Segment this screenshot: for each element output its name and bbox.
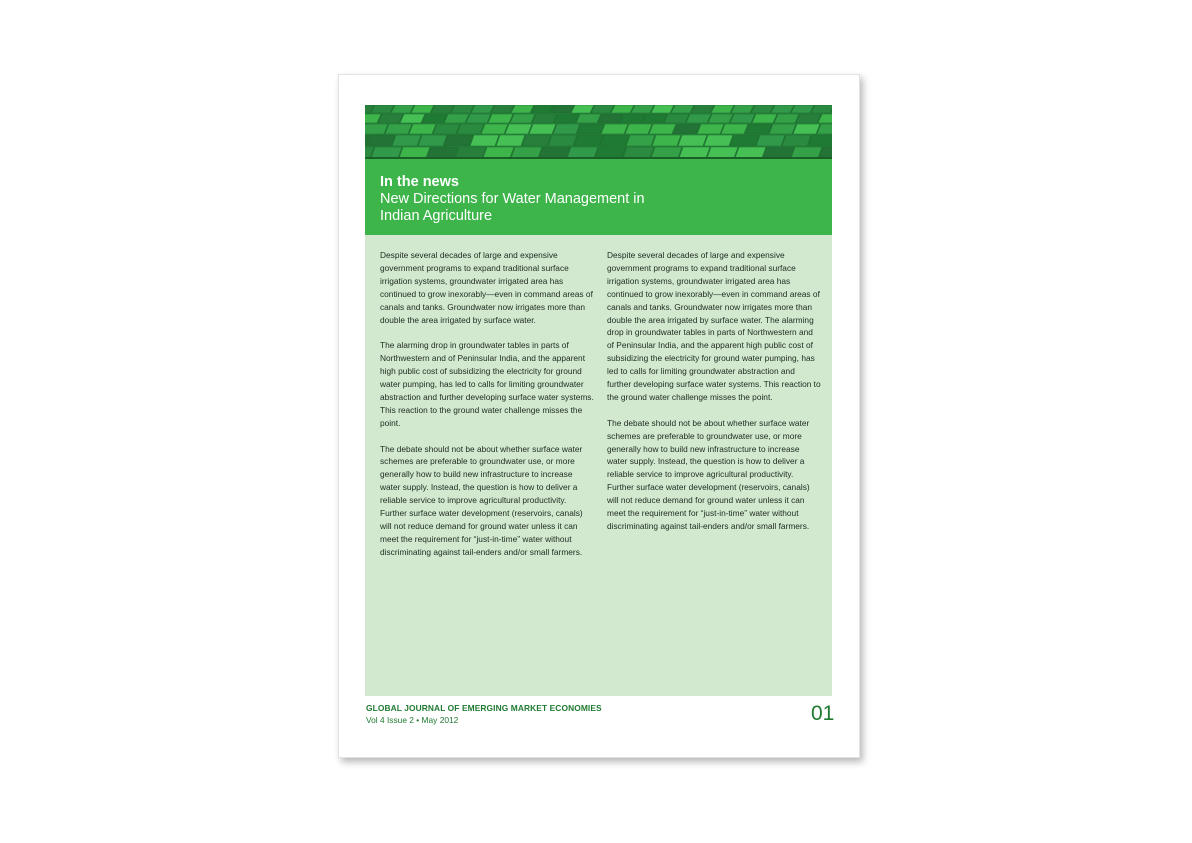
banner-tile [532, 114, 557, 123]
banner-tile [691, 105, 714, 113]
banner-tile [642, 114, 667, 123]
banner-tile [451, 105, 474, 113]
banner-tile [769, 124, 796, 134]
paragraph: The debate should not be about whether surface water schemes are preferable to groundwater use, or more generally how to build new infrastructure to increase water supply. Instead, the question is how to deliver a reliable service to improve agricultural productivity. Further surface water development (reservoirs, canals) will not reduce demand for ground water unless it can meet the requirement for “just-in-time” water without discriminating against tail-enders and/or small farmers. [380, 443, 583, 557]
banner-tile [623, 147, 654, 158]
banner-tile [679, 147, 710, 158]
page-number: 01 [811, 702, 835, 725]
banner-tile [651, 147, 682, 158]
banner-tile [774, 114, 799, 123]
banner-tile [571, 105, 594, 113]
banner-tile [782, 135, 811, 146]
banner-tile [811, 105, 832, 113]
banner-tile [704, 135, 733, 146]
banner-tile [673, 124, 700, 134]
banner-tile [371, 147, 402, 158]
banner-tile [600, 135, 629, 146]
banner-tile [808, 135, 832, 146]
paragraph: The alarming drop in groundwater tables in parts of Northwestern and of Peninsular India, and the apparent high public cost of subsidizing the electricity for ground water pumping, has led to calls for limiting groundwater abstraction and further developing surface water systems. This reaction to the ground water challenge misses the point. [380, 340, 594, 428]
banner-tile [711, 105, 734, 113]
banner-tile [652, 135, 681, 146]
banner-tile [697, 124, 724, 134]
banner-tile [751, 105, 774, 113]
banner-tile [707, 147, 738, 158]
banner-tile [721, 124, 748, 134]
banner-tile [791, 105, 814, 113]
banner-tile [574, 135, 603, 146]
banner-tile [730, 114, 755, 123]
banner-tile [409, 124, 436, 134]
banner-tile [708, 114, 733, 123]
banner-tile [481, 124, 508, 134]
banner-tile [422, 114, 447, 123]
banner-tile [471, 105, 494, 113]
banner-tile [601, 124, 628, 134]
article-headline: New Directions for Water Management in Indian Agriculture [380, 191, 645, 224]
banner-tile [591, 105, 614, 113]
banner-tile [611, 105, 634, 113]
banner-tile [418, 135, 447, 146]
banner-tile [763, 147, 794, 158]
banner-tile [427, 147, 458, 158]
banner-tile [522, 135, 551, 146]
banner-tile [730, 135, 759, 146]
banner-tile [651, 105, 674, 113]
banner-tile [488, 114, 513, 123]
banner-tile [771, 105, 794, 113]
banner-tile [483, 147, 514, 158]
banner-tile [625, 124, 652, 134]
paragraph: Despite several decades of large and expensive government programs to expand traditional surface irrigation systems, groundwater irrigated area has continued to grow inexorably—even in command areas of canals and tanks. Groundwater now irrigates more than double the area irrigated by surface water. The alarming drop in groundwater tables in parts of Northwestern and of Peninsular India, and the apparent high public cost of subsidizing the electricity for ground water pumping, has led to calls for limiting groundwater abstraction and further developing surface water systems. This reaction to the ground water challenge misses the point. [607, 250, 821, 402]
banner-tile [745, 124, 772, 134]
banner-tile [567, 147, 598, 158]
banner-tile [457, 124, 484, 134]
banner-tile [371, 105, 394, 113]
banner-tile [539, 147, 570, 158]
banner-tile [531, 105, 554, 113]
banner-tile [431, 105, 454, 113]
banner-tile [548, 135, 577, 146]
document-page [338, 74, 860, 758]
banner-tile [686, 114, 711, 123]
banner-tile [529, 124, 556, 134]
banner-tile [553, 124, 580, 134]
banner-tile [365, 124, 388, 134]
journal-name: GLOBAL JOURNAL OF EMERGING MARKET ECONOMIES [366, 703, 602, 713]
banner-tile [796, 114, 821, 123]
banner-tile [791, 147, 822, 158]
banner-tile [793, 124, 820, 134]
title-block [365, 159, 832, 235]
left-column [380, 249, 594, 572]
banner-tile [511, 147, 542, 158]
banner-tile [470, 135, 499, 146]
banner-tile [756, 135, 785, 146]
banner-tile [631, 105, 654, 113]
section-kicker: In the news [380, 174, 459, 190]
banner-tile [455, 147, 486, 158]
banner-tile [678, 135, 707, 146]
right-column [607, 249, 821, 546]
paragraph: The debate should not be about whether surface water schemes are preferable to groundwater use, or more generally how to build new infrastructure to increase water supply. Instead, the question is how to deliver a reliable service to improve agricultural productivity. Further surface water development (reservoirs, canals) will not reduce demand for ground water unless it can meet the requirement for “just-in-time” water without discriminating against tail-enders and/or small farmers. [607, 417, 810, 532]
paragraph: Despite several decades of large and expensive government programs to expand traditional surface irrigation systems, groundwater irrigated area has continued to grow inexorably—even in command areas of canals and tanks. Groundwater now irrigates more than double the area irrigated by surface water. [380, 250, 593, 325]
green-tile-pattern [365, 105, 832, 159]
banner-tile [411, 105, 434, 113]
banner-tile [671, 105, 694, 113]
banner-tile [576, 114, 601, 123]
banner-tile [444, 114, 469, 123]
banner-tile [595, 147, 626, 158]
banner-tile [399, 147, 430, 158]
banner-tile [385, 124, 412, 134]
article-body [365, 235, 832, 696]
banner-tile [378, 114, 403, 123]
banner-tile [577, 124, 604, 134]
issue-info: Vol 4 Issue 2 • May 2012 [366, 715, 459, 725]
banner-tile [366, 135, 395, 146]
banner-tile [649, 124, 676, 134]
banner-tile [444, 135, 473, 146]
banner-tile [505, 124, 532, 134]
banner-tile [511, 105, 534, 113]
banner-tile [400, 114, 425, 123]
banner-tile [433, 124, 460, 134]
banner-tile [554, 114, 579, 123]
banner-tile [735, 147, 766, 158]
banner-tile [392, 135, 421, 146]
banner-tile [598, 114, 623, 123]
banner-tile [620, 114, 645, 123]
banner-tile [510, 114, 535, 123]
banner-tile [731, 105, 754, 113]
banner-tile [391, 105, 414, 113]
banner-tile [466, 114, 491, 123]
banner-tile [626, 135, 655, 146]
banner-tile [496, 135, 525, 146]
banner-tile [752, 114, 777, 123]
banner-tile [551, 105, 574, 113]
banner-image [365, 105, 832, 159]
banner-tile [664, 114, 689, 123]
banner-tile [491, 105, 514, 113]
